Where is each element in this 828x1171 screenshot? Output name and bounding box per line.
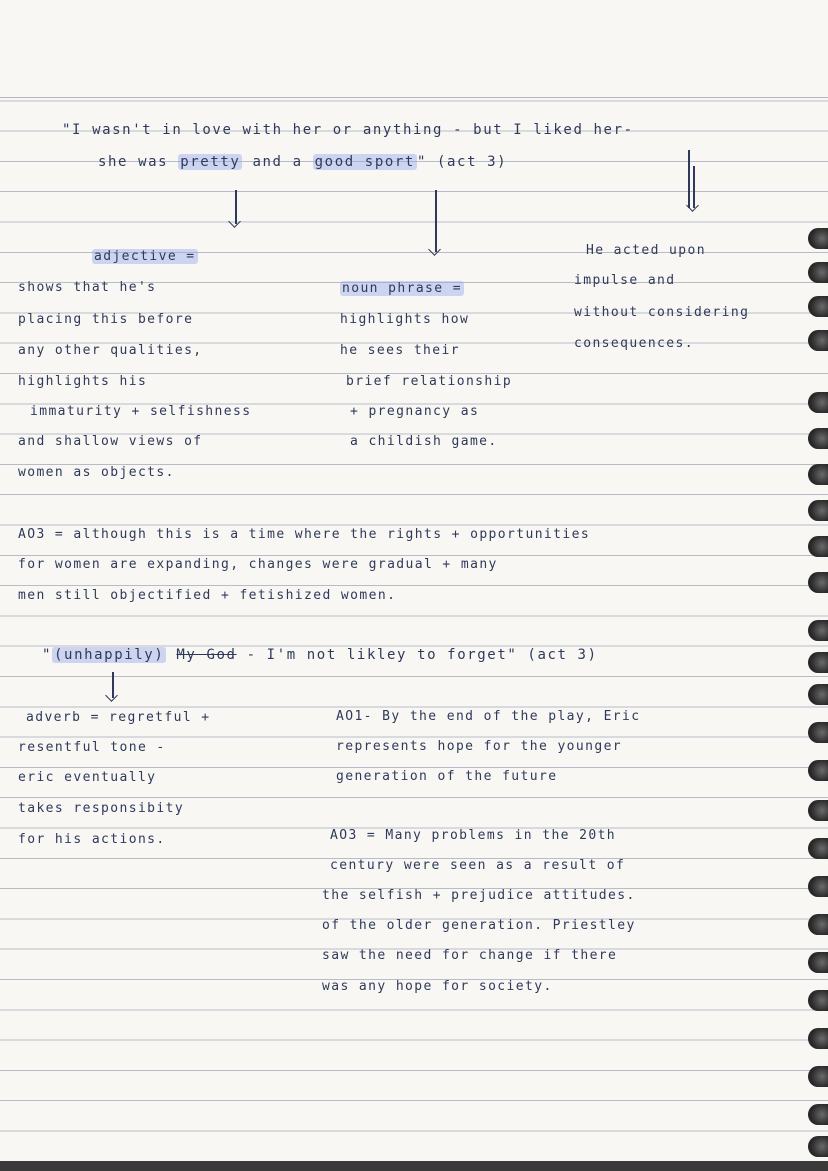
binder-ring-icon — [808, 464, 828, 485]
binder-ring-icon — [808, 914, 828, 935]
noun-line: a childish game. — [350, 434, 498, 449]
binder-ring-icon — [808, 428, 828, 449]
ao3-second-line: of the older generation. Priestley — [322, 918, 636, 933]
adverb-line: eric eventually — [18, 770, 157, 785]
arrow-down-icon — [435, 190, 437, 252]
adjective-line: placing this before — [18, 312, 194, 327]
binder-ring-icon — [808, 952, 828, 973]
adjective-line: any other qualities, — [18, 343, 203, 358]
binder-ring-icon — [808, 800, 828, 821]
quote2-my-god: My God — [176, 647, 237, 663]
binder-ring-icon — [808, 838, 828, 859]
adjective-line: and shallow views of — [18, 434, 203, 449]
adverb-line: adverb = regretful + — [26, 710, 211, 725]
impulse-line: consequences. — [574, 336, 694, 351]
ao3-second-line: century were seen as a result of — [330, 858, 626, 873]
binder-ring-icon — [808, 572, 828, 593]
ao3-first-line: for women are expanding, changes were gradual + many — [18, 557, 498, 572]
binder-ring-icon — [808, 500, 828, 521]
page-bottom-edge — [0, 1161, 828, 1171]
binder-ring-icon — [808, 990, 828, 1011]
ao3-second-line: was any hope for society. — [322, 979, 553, 994]
binder-ring-icon — [808, 876, 828, 897]
binder-ring-icon — [808, 760, 828, 781]
quote2-open-quote: " — [42, 647, 53, 663]
arrow-down-icon — [112, 672, 114, 698]
binder-ring-icon — [808, 652, 828, 673]
adjective-heading-text: adjective = — [94, 249, 196, 264]
binder-ring-icon — [808, 1028, 828, 1049]
quote1-act: " (act 3) — [416, 154, 508, 170]
quote1-she-was: she was — [98, 154, 169, 170]
noun-heading-text: noun phrase = — [342, 281, 462, 296]
arrow-bar — [688, 150, 690, 208]
adjective-line: shows that he's — [18, 280, 157, 295]
quote1-line1: "I wasn't in love with her or anything - but I liked her- — [62, 122, 634, 138]
quote1-and-a: and a — [252, 154, 303, 170]
binder-ring-icon — [808, 228, 828, 249]
adjective-line: immaturity + selfishness — [30, 404, 252, 419]
quote2-rest: - I'm not likley to forget" (act 3) — [246, 647, 598, 663]
quote1-pretty: pretty — [180, 154, 241, 170]
binder-ring-icon — [808, 296, 828, 317]
binder-ring-icon — [808, 1136, 828, 1157]
adverb-line: for his actions. — [18, 832, 166, 847]
binder-ring-icon — [808, 330, 828, 351]
impulse-line: impulse and — [574, 273, 676, 288]
ao1-line: represents hope for the younger — [336, 739, 623, 754]
quote1-line2 — [98, 153, 507, 171]
binder-ring-icon — [808, 262, 828, 283]
binder-ring-icon — [808, 1104, 828, 1125]
noun-line: highlights how — [340, 312, 470, 327]
quote1-good-sport: good sport — [314, 154, 415, 170]
ao3-first-line: men still objectified + fetishized women. — [18, 588, 397, 603]
binder-ring-icon — [808, 1066, 828, 1087]
binder-ring-icon — [808, 536, 828, 557]
top-rule — [0, 97, 828, 98]
ao1-line: generation of the future — [336, 769, 558, 784]
noun-line: he sees their — [340, 343, 460, 358]
quote2-line — [42, 646, 598, 664]
adjective-line: women as objects. — [18, 465, 175, 480]
binder-ring-icon — [808, 722, 828, 743]
ao3-second-line: the selfish + prejudice attitudes. — [322, 888, 636, 903]
noun-heading — [340, 280, 464, 298]
noun-line: brief relationship — [346, 374, 513, 389]
adjective-heading — [92, 248, 198, 266]
ao3-second-line: saw the need for change if there — [322, 948, 618, 963]
arrow-down-icon — [235, 190, 237, 224]
adverb-line: takes responsibity — [18, 801, 185, 816]
impulse-line: He acted upon — [586, 243, 706, 258]
quote2-unhappily: (unhappily) — [54, 647, 165, 663]
adjective-line: highlights his — [18, 374, 148, 389]
binder-ring-icon — [808, 684, 828, 705]
arrow-down-icon — [693, 166, 695, 208]
ao1-line: AO1- By the end of the play, Eric — [336, 709, 641, 724]
adverb-line: resentful tone - — [18, 740, 166, 755]
ao3-second-line: AO3 = Many problems in the 20th — [330, 828, 617, 843]
page-top-margin — [0, 0, 828, 98]
binder-ring-icon — [808, 620, 828, 641]
binder-ring-icon — [808, 392, 828, 413]
ao3-first-line: AO3 = although this is a time where the rights + opportunities — [18, 527, 591, 542]
noun-line: + pregnancy as — [350, 404, 480, 419]
impulse-line: without considering — [574, 305, 750, 320]
